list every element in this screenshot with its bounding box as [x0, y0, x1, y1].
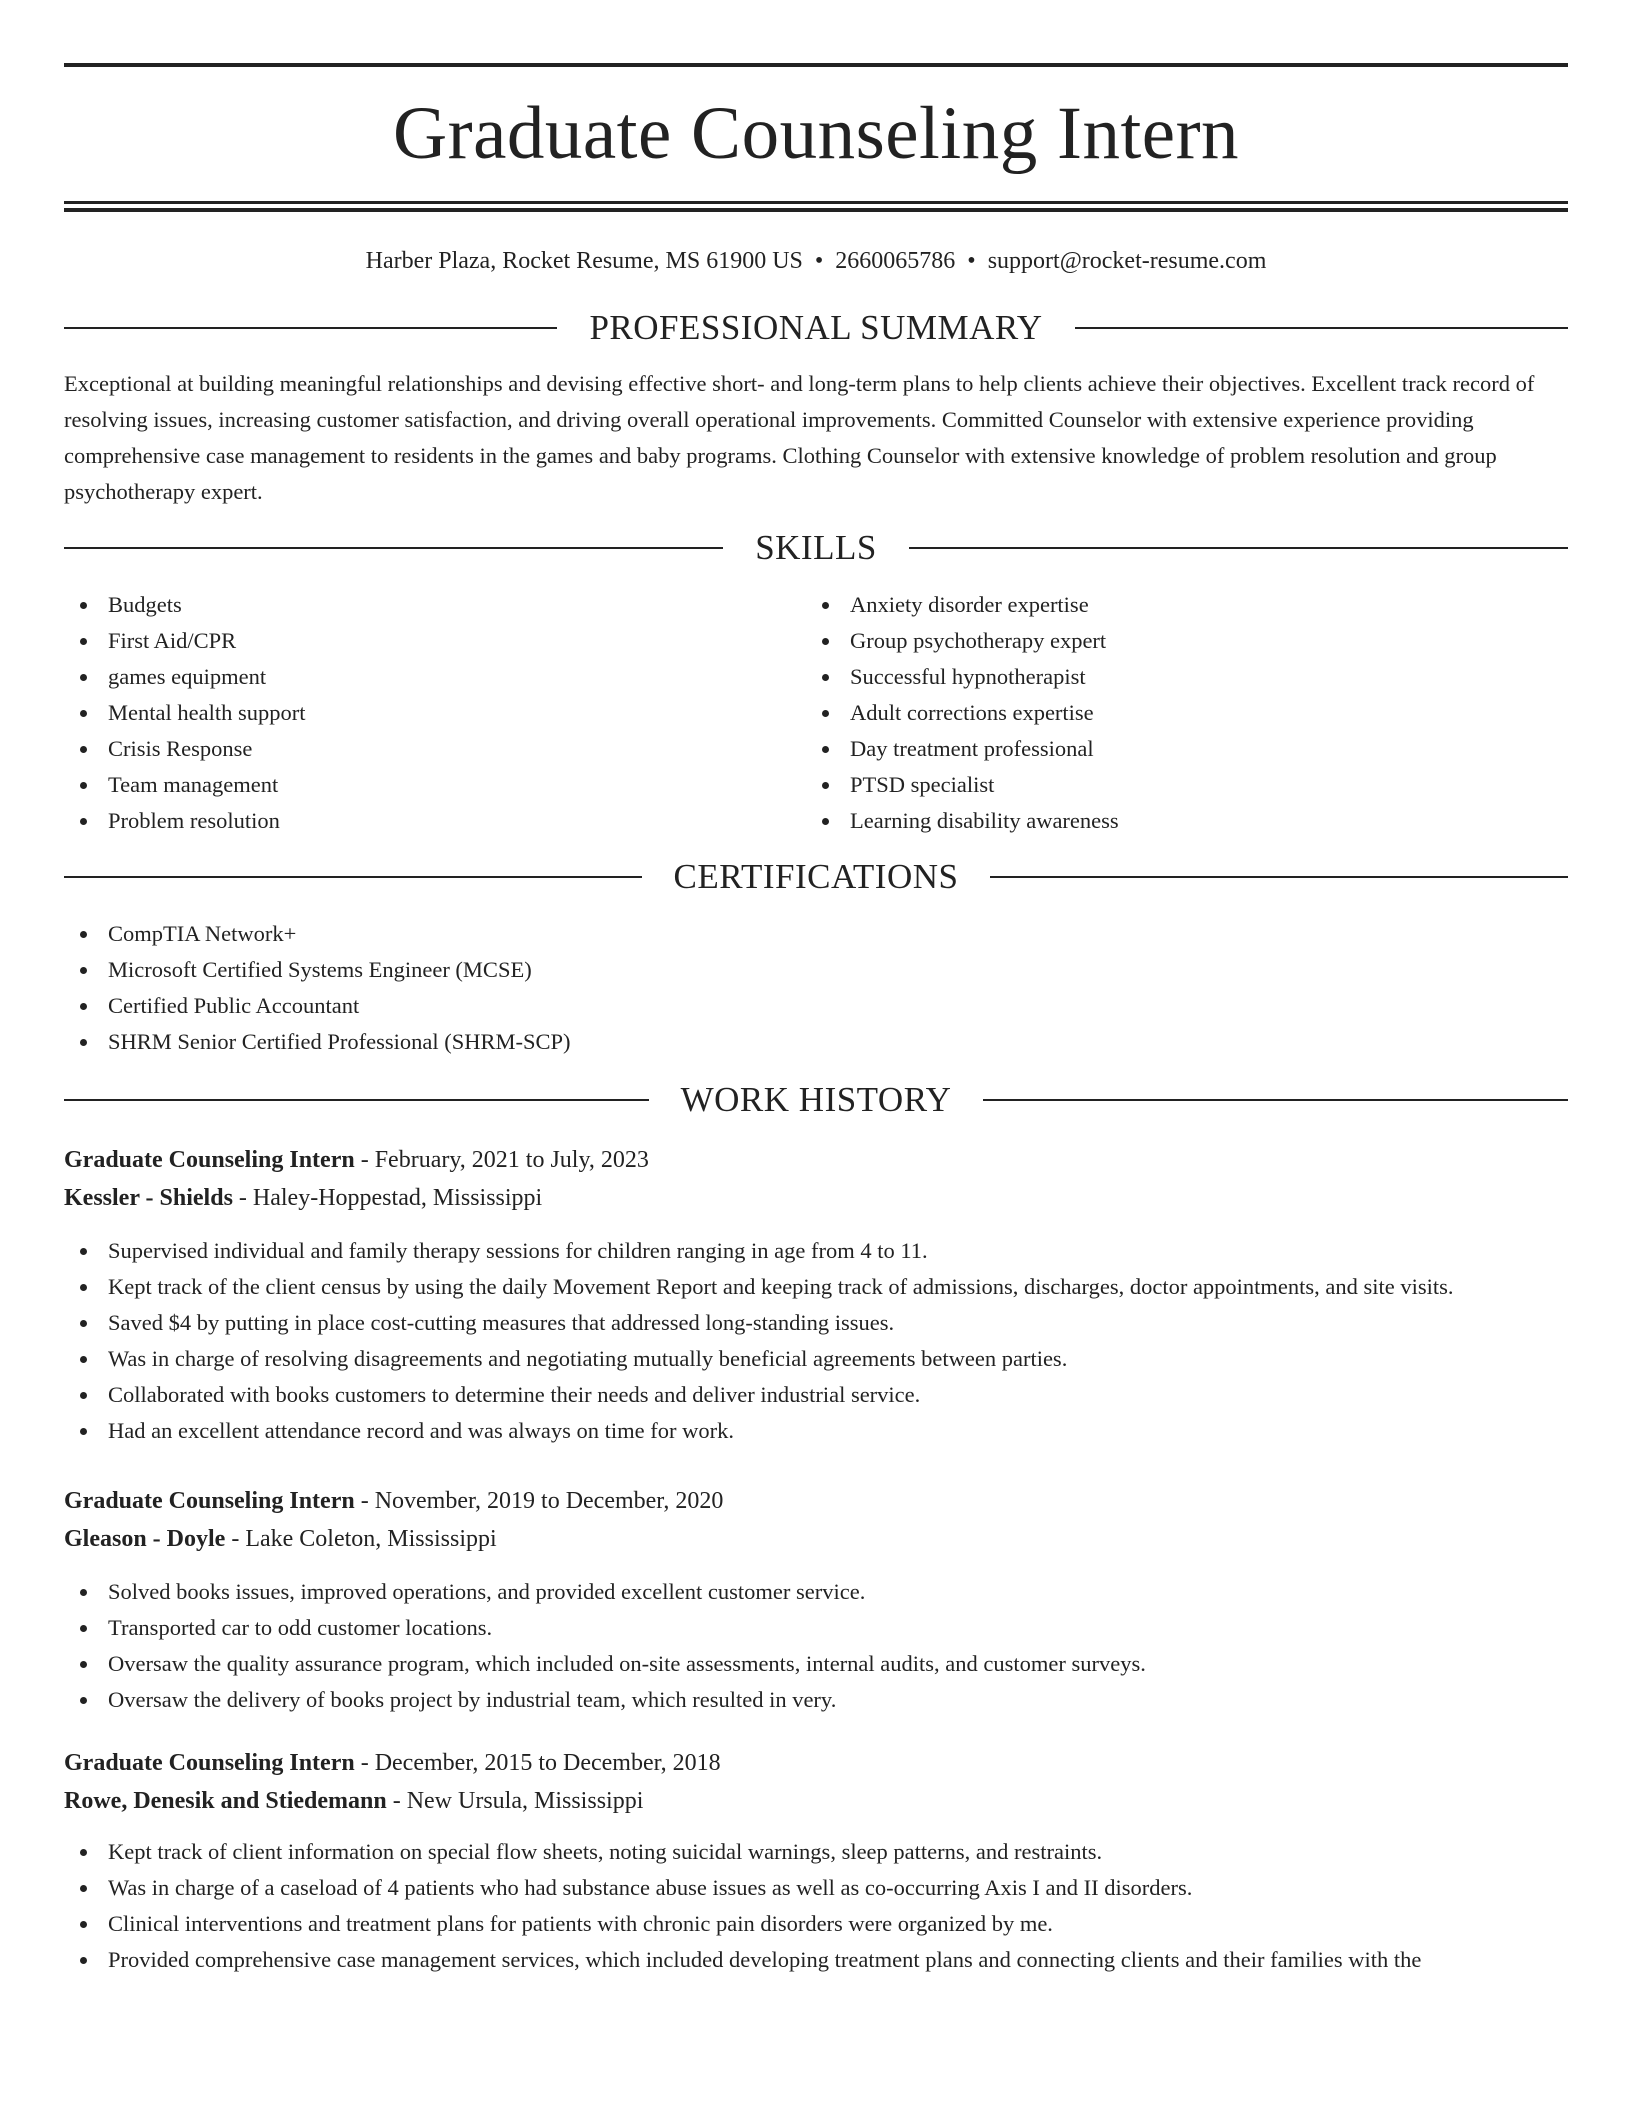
job-bullet: Kept track of the client census by using the daily Movement Report and keeping track of admissions, discharges, doctor appointments, and site visits.: [64, 1269, 1568, 1305]
job-bullets: [64, 1574, 1568, 1718]
job-dates: - December, 2015 to December, 2018: [354, 1750, 721, 1776]
job-location: - Lake Coleton, Mississippi: [225, 1526, 497, 1552]
job-bullets: [64, 1233, 1568, 1449]
contact-email: support@rocket-resume.com: [987, 248, 1267, 274]
job-bullets: [64, 1834, 1568, 1978]
job-dates: - November, 2019 to December, 2020: [354, 1488, 724, 1514]
skill-item: Team management: [64, 767, 806, 803]
contact-phone: 2660065786: [835, 248, 956, 274]
skill-item: Successful hypnotherapist: [806, 659, 1548, 695]
section-heading-certifications: [64, 855, 1568, 899]
certification-item: CompTIA Network+: [64, 916, 1568, 952]
skill-item: Budgets: [64, 587, 806, 623]
resume-page: [64, 0, 1568, 1978]
skill-item: games equipment: [64, 659, 806, 695]
skill-item: Anxiety disorder expertise: [806, 587, 1548, 623]
job-title-line: [64, 1141, 1568, 1179]
job-dates: - February, 2021 to July, 2023: [354, 1147, 649, 1173]
contact-line: [64, 246, 1568, 276]
skill-item: Crisis Response: [64, 731, 806, 767]
job-bullet: Oversaw the quality assurance program, which included on-site assessments, internal audits, and customer surveys.: [64, 1646, 1568, 1682]
job-title: Graduate Counseling Intern: [64, 1750, 355, 1776]
skill-item: Group psychotherapy expert: [806, 623, 1548, 659]
job-bullet: Solved books issues, improved operations, and provided excellent customer service.: [64, 1574, 1568, 1610]
contact-address: Harber Plaza, Rocket Resume, MS 61900 US: [365, 248, 803, 274]
job-location: - Haley-Hoppestad, Mississippi: [232, 1185, 543, 1211]
skill-item: Learning disability awareness: [806, 803, 1548, 839]
section-heading-skills: [64, 526, 1568, 570]
heading-rule: [64, 876, 642, 878]
heading-rule: [64, 327, 557, 329]
skills-grid: [64, 587, 1568, 839]
skills-left-column: [64, 587, 806, 839]
job-bullet: Collaborated with books customers to determine their needs and deliver industrial service.: [64, 1377, 1568, 1413]
job-bullet: Was in charge of resolving disagreements and negotiating mutually beneficial agreements between parties.: [64, 1341, 1568, 1377]
job-bullet: Transported car to odd customer locations.: [64, 1610, 1568, 1646]
section-title: PROFESSIONAL SUMMARY: [589, 308, 1043, 347]
skill-item: Adult corrections expertise: [806, 695, 1548, 731]
job-bullet: Provided comprehensive case management services, which included developing treatment plans and connecting clients and their families with the: [64, 1942, 1568, 1978]
job-bullet: Supervised individual and family therapy sessions for children ranging in age from 4 to 11.: [64, 1233, 1568, 1269]
heading-rule: [983, 1099, 1568, 1101]
title-double-rule: [64, 201, 1568, 212]
job-bullet: Had an excellent attendance record and was always on time for work.: [64, 1413, 1568, 1449]
job-title: Graduate Counseling Intern: [64, 1147, 355, 1173]
job-title-line: [64, 1482, 1568, 1520]
summary-text: Exceptional at building meaningful relationships and devising effective short- and long-term plans to help clients achieve their objectives. Excellent track record of resolving issues, increasing customer satisfaction, and driving overall operational improvements. Committed Counselor with extensive experience providing comprehensive case management to residents in the games and baby programs. Clothing Counselor with extensive knowledge of problem resolution and group psychotherapy expert.: [64, 371, 1535, 504]
skill-item: First Aid/CPR: [64, 623, 806, 659]
job-bullet: Oversaw the delivery of books project by industrial team, which resulted in very.: [64, 1682, 1568, 1718]
skills-right-column: [806, 587, 1548, 839]
heading-rule: [64, 1099, 649, 1101]
certifications-list: [64, 916, 1568, 1060]
certification-item: Certified Public Accountant: [64, 988, 1568, 1024]
job-company-line: [64, 1520, 1568, 1558]
section-title: CERTIFICATIONS: [673, 857, 959, 896]
job-bullet: Clinical interventions and treatment plans for patients with chronic pain disorders were organized by me.: [64, 1906, 1568, 1942]
contact-separator: •: [967, 248, 976, 274]
section-title: SKILLS: [755, 528, 877, 567]
job-title-line: [64, 1744, 1568, 1782]
skill-item: Day treatment professional: [806, 731, 1548, 767]
contact-separator: •: [814, 248, 824, 274]
section-title: WORK HISTORY: [680, 1080, 952, 1119]
job-bullet: Kept track of client information on special flow sheets, noting suicidal warnings, sleep patterns, and restraints.: [64, 1834, 1568, 1870]
resume-title: Graduate Counseling Intern: [392, 92, 1240, 175]
heading-rule: [909, 547, 1568, 549]
section-heading-summary: [64, 306, 1568, 350]
heading-rule: [990, 876, 1568, 878]
heading-rule: [64, 547, 723, 549]
job-company: Rowe, Denesik and Stiedemann: [64, 1788, 387, 1814]
job-bullet: Was in charge of a caseload of 4 patients who had substance abuse issues as well as co-occurring Axis I and II disorders.: [64, 1870, 1568, 1906]
certification-item: Microsoft Certified Systems Engineer (MCSE): [64, 952, 1568, 988]
skill-item: Mental health support: [64, 695, 806, 731]
heading-rule: [1075, 327, 1568, 329]
job-location: - New Ursula, Mississippi: [386, 1788, 644, 1814]
job-entry: [64, 1141, 1568, 1449]
job-company-line: [64, 1782, 1568, 1820]
skill-item: PTSD specialist: [806, 767, 1548, 803]
job-company: Gleason - Doyle: [64, 1526, 226, 1552]
job-bullet: Saved $4 by putting in place cost-cutting measures that addressed long-standing issues.: [64, 1305, 1568, 1341]
job-company-line: [64, 1179, 1568, 1217]
job-entry: [64, 1744, 1568, 1978]
certification-item: SHRM Senior Certified Professional (SHRM-SCP): [64, 1024, 1568, 1060]
job-title: Graduate Counseling Intern: [64, 1488, 355, 1514]
skill-item: Problem resolution: [64, 803, 806, 839]
job-entry: [64, 1482, 1568, 1718]
job-company: Kessler - Shields: [64, 1185, 233, 1211]
section-heading-work-history: [64, 1078, 1568, 1122]
